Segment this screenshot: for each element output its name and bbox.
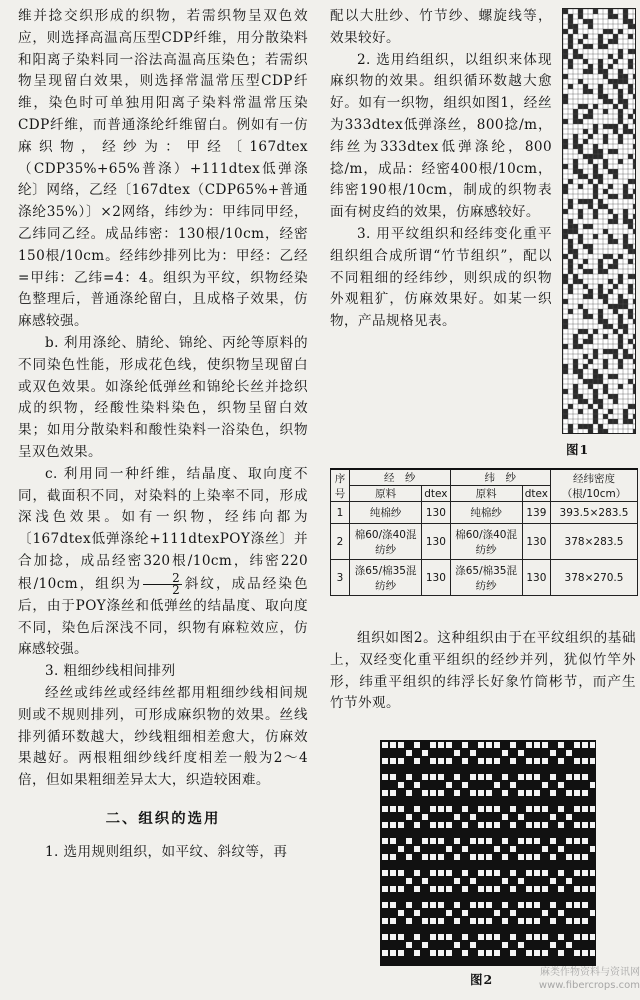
header-warp-material: 原料 [350, 486, 422, 502]
weft-material: 涤65/棉35混纺纱 [450, 560, 522, 596]
section-heading: 二、组织的选用 [105, 809, 221, 827]
header-warp-dtex: dtex [422, 486, 450, 502]
weft-material: 纯棉纱 [450, 502, 522, 524]
watermark-url: www.fibercrops.com [538, 980, 640, 991]
table-row [331, 502, 638, 524]
row-number: 1 [331, 502, 350, 524]
warp-dtex: 130 [422, 502, 450, 524]
warp-dtex: 130 [422, 524, 450, 560]
row-number: 2 [331, 524, 350, 560]
header-number: 序号 [331, 469, 350, 502]
table-row [331, 560, 638, 596]
paragraph-cdp-fiber: 维并捻交织形成的织物，若需织物呈双色效应，则选择高温高压型CDP纤维，用分散染料和阳离子染料同一浴法高温高压染色；若需织物呈现留白效果，则选择常温常压型CDP纤维，染色时可单独用阳离子染料常温常压染CDP纤维，而普通涤纶纤维留白。例如有一仿麻织物，经纱为：甲经〔167dtex（CDP35%+65%普涤）+111dtex低弹涤纶〕网络，乙经〔167dtex（CDP65%+普通涤纶35%）〕×2网络，纬纱为：甲纬同甲经，乙纬同乙经。成品纬密：130根/10cm，经密150根/10cm。经纬纱排列比为：甲经：乙经=甲纬：乙纬=4：4。组织为平纹，织物经染色整理后，普通涤纶留白，且成格子效果，仿麻感较强。 [18, 8, 308, 330]
paragraph-last: 1. 选用规则组织，如平纹、斜纹等，再 [45, 843, 288, 860]
paragraph-slub-weave: 3. 用平纹组织和经纬变化重平组织组合成所谓“竹节组织”，配以不同粗细的经纬纱，则织成的织物外观粗犷，仿麻效果好。如某一织物，产品规格见表。 [330, 225, 552, 330]
left-column [18, 6, 308, 864]
paragraph-figure-2: 组织如图2。这种组织由于在平纹组织的基础上，双经变化重平组织的经纱并列，犹似竹竿外形，纬重平组织的纬浮长好象竹筒彬节，而产生竹节外观。 [330, 630, 636, 712]
paragraph-c-after: 斜纹，成品经染色后，由于POY涤丝和低弹丝的结晶度、取向度不同，染色后深浅不同，织物有麻粒效应，仿麻感较强。 [18, 575, 308, 658]
paragraph-3: 经丝或纬丝或经纬丝都用粗细纱线相间规则或不规则排列，可形成麻织物的效果。丝线排列循环数越大，纱线粗细相差愈大，仿麻效果越好。两根粗细纱线纤度相差一般为2～4倍，但如果粗细差异太大，织造较困难。 [18, 684, 308, 789]
table-row [331, 524, 638, 560]
header-weft-dtex: dtex [522, 486, 550, 502]
warp-material: 棉60/涤40混纺纱 [350, 524, 422, 560]
product-spec-table [330, 468, 638, 596]
figure-1-grid [563, 9, 635, 433]
row-number: 3 [331, 560, 350, 596]
site-watermark [490, 966, 640, 992]
twill-fraction [143, 570, 182, 597]
paragraph-continued: 配以大肚纱、竹节纱、螺旋线等，效果较好。 [330, 8, 552, 46]
header-weft: 纬 纱 [450, 469, 551, 486]
figure-1-caption: 图1 [566, 442, 590, 457]
weft-dtex: 130 [522, 524, 550, 560]
right-column-top [330, 6, 552, 333]
paragraph-crepe-weave: 2. 选用绉组织，以组织来体现麻织物的效果。组织循环数越大愈好。如有一织物，组织如图1，经丝为333dtex低弹涤丝，800捻/m，纬丝为333dtex低弹涤纶，800捻/m，成品：经密400根/10cm，纬密190根/10cm，制成的织物表面有树皮绉的效果，仿麻感较好。 [330, 51, 552, 221]
figure-2-weave-diagram [380, 740, 596, 966]
figure-2-caption: 图2 [470, 972, 494, 987]
subheading-3: 3. 粗细纱线相间排列 [45, 663, 176, 680]
paragraph-c [18, 464, 308, 661]
paragraph-b: b. 利用涤纶、腈纶、锦纶、丙纶等原料的不同染色性能，形成花色线，使织物呈现留白或双色效果。如涤纶低弹丝和锦纶长丝并捻织成的织物，经酸性染料染色，织物呈留白效果；如用分散染料和酸性染料一浴染色，织物呈双色效果。 [18, 334, 308, 460]
weft-dtex: 130 [522, 560, 550, 596]
watermark-line-1: 麻类作物资料与资讯网 [540, 967, 640, 978]
weft-dtex: 139 [522, 502, 550, 524]
weft-material: 棉60/涤40混纺纱 [450, 524, 522, 560]
header-density: 经纬密度（根/10cm） [551, 469, 638, 502]
table-header-row [331, 469, 638, 486]
paragraph-c-before: c. 利用同一种纤维，结晶度、取向度不同，截面积不同，对染料的上染率不同，形成深浅色效果。如有一织物，经纬向都为〔167dtex低弹涤纶+111dtexPOY涤丝〕并合加捻，成品经密320根/10cm，纬密220根/10cm，组织为 [18, 465, 308, 592]
density: 378×270.5 [551, 560, 638, 596]
warp-material: 涤65/棉35混纺纱 [350, 560, 422, 596]
fraction-numerator: 2 [143, 573, 182, 585]
figure-2-grid [381, 741, 595, 965]
warp-material: 纯棉纱 [350, 502, 422, 524]
density: 393.5×283.5 [551, 502, 638, 524]
figure-1-weave-diagram [562, 8, 636, 434]
warp-dtex: 130 [422, 560, 450, 596]
header-weft-material: 原料 [450, 486, 522, 502]
header-warp: 经 纱 [350, 469, 451, 486]
right-column-middle [330, 628, 636, 715]
fraction-denominator: 2 [172, 582, 181, 597]
density: 378×283.5 [551, 524, 638, 560]
